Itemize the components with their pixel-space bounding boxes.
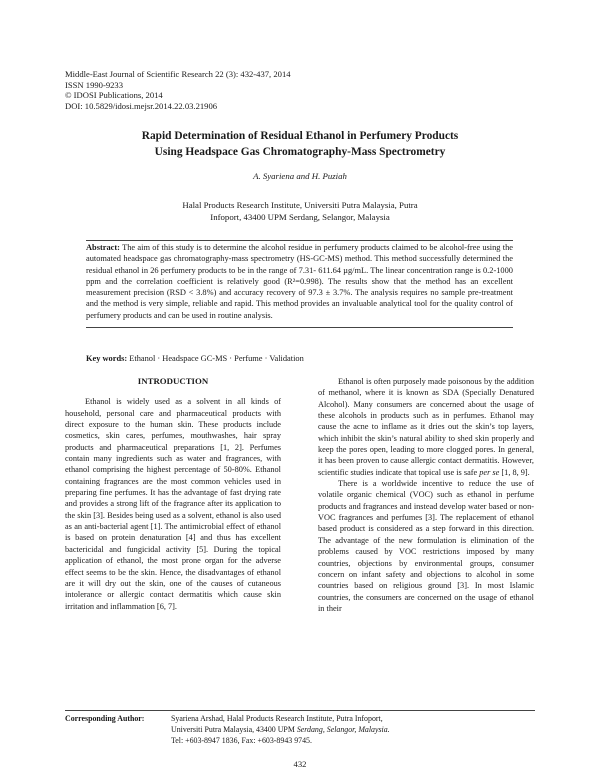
title-line-1: Rapid Determination of Residual Ethanol in Perfumery Products	[141, 130, 459, 142]
doi: DOI: 10.5829/idosi.mejsr.2014.22.03.21906	[65, 100, 218, 111]
title-line-2: Using Headspace Gas Chromatography-Mass Spectrometry	[154, 145, 446, 158]
corresponding-author-label: Corresponding Author:	[65, 714, 145, 723]
right-column	[318, 376, 534, 614]
journal-header	[65, 69, 291, 111]
affiliation	[40, 199, 560, 223]
right-paragraph-2: There is a worldwide incentive to reduce the use of volatile organic chemical (VOC) such as ethanol in perfume products and fragrances and instead develop water based or non-VOC fragrances and perfumes [3]. The replacement of ethanol based product is considered as a step forward in this direction. The advantage of the new formulation is elimination of the problems caused by VOC restrictions imposed by many countries, objections by environmental groups, consumer concern on infant safety and objections to alcohol in some countries based on religious ground [3]. In most Islamic countries, the consumers are concerned on the usage of ethanol in their	[318, 479, 534, 613]
corresponding-author-line-1: Syariena Arshad, Halal Products Research Institute, Putra Infoport,	[171, 714, 383, 723]
abstract-text: The aim of this study is to determine the alcohol residue in perfumery products claimed to be alcohol-free using the automated headspace gas chromatography-mass spectrometry (HS-GC-MS) method. This method successfully determined the residual ethanol in 26 perfumery products to be in the range of 7.31- 611.64 µg/mL. The linear concentration range is 0.2-1000 ppm and the correlation coefficient is relatively good (R²=0.998). The results show that the method has an excellent measurement precision (RSD < 3.8%) and accuracy recovery of 97.3 ± 3.7%. The analysis requires no sample pre-treatment and the method is very simple, reliable and rapid. This method provides an invaluable analytical tool for the quality control of perfumery products and can be used in routine analysis.	[86, 243, 513, 320]
affiliation-line-1: Halal Products Research Institute, Universiti Putra Malaysia, Putra	[182, 200, 418, 210]
paper-title	[40, 129, 560, 160]
section-heading-introduction: INTRODUCTION	[137, 376, 209, 386]
corresponding-author-line-2	[171, 724, 531, 735]
corresponding-author-location: Serdang, Selangor, Malaysia.	[296, 725, 390, 734]
right-paragraph-1-citation: [1, 8, 9].	[499, 467, 530, 477]
right-paragraph-1	[318, 376, 534, 478]
left-paragraph-1: Ethanol is widely used as a solvent in all kinds of household, personal care and pharmaceutical products with direct exposure to the human skin. These products include cosmetics, skin cares, perfumes, mouthwashes, hair spray products and pharmaceutical preparations [1, 2]. Perfumes contain many ingredients such as water and fragrances, with ethanol comprising the highest percentage of 50-80%. Ethanol containing fragrances are the most common vehicles used in preparing fine perfumes. It has the advantage of fast drying rate and provides a strong lift of the fragrance after its application to the skin [3]. Besides being used as a solvent, ethanol is also used as an anti-bacterial agent [1]. The antimicrobial effect of ethanol is based on protein denaturation [4] and thus has excellent bactericidal and fungicidal activity [5]. During the topical application of ethanol, the most prone organ for the adverse effect seems to be the skin. Hence, the disadvantages of ethanol are it will dry out the skin, one of the causes of cutaneous intolerance or allergic contact dermatitis which cause skin irritation and inflammation [6, 7].	[65, 397, 281, 611]
keywords-label: Key words:	[86, 354, 128, 363]
keywords	[86, 354, 513, 363]
page-number: 432	[293, 759, 307, 769]
left-column	[65, 376, 281, 612]
issn: ISSN 1990-9233	[65, 79, 124, 90]
corresponding-author-details	[171, 713, 531, 746]
keywords-text: Ethanol · Headspace GC-MS · Perfume · Validation	[129, 354, 304, 363]
abstract-label: Abstract:	[86, 243, 120, 252]
journal-citation: Middle-East Journal of Scientific Research 22 (3): 432-437, 2014	[65, 69, 291, 79]
abstract	[86, 240, 513, 328]
latin-phrase: per se	[479, 467, 500, 477]
right-paragraph-1-text: Ethanol is often purposely made poisonous by the addition of methanol, where it is known as SDA (Specially Denatured Alcohol). Many consumers are concerned about the usage of these alcohols in products such as in perfumes. Ethanol may cause the acne to inflame as it dries out the skin’s top layers, which inhibit the skin’s natural ability to shed skin properly and keep the pores open, leading to more clogged pores. In general, it has been proven to cause allergic contact dermatitis. However, scientific studies indicate that topical use is safe	[318, 377, 534, 477]
corresponding-author-line-2-text: Universiti Putra Malaysia, 43400 UPM	[171, 725, 297, 734]
authors: A. Syariena and H. Puziah	[253, 171, 347, 181]
affiliation-line-2: Infoport, 43400 UPM Serdang, Selangor, Malaysia	[210, 212, 390, 222]
footnote-divider	[65, 710, 535, 711]
copyright: © IDOSI Publications, 2014	[65, 90, 163, 101]
corresponding-author-contact: Tel: +603-8947 1836, Fax: +603-8943 9745.	[171, 736, 312, 745]
